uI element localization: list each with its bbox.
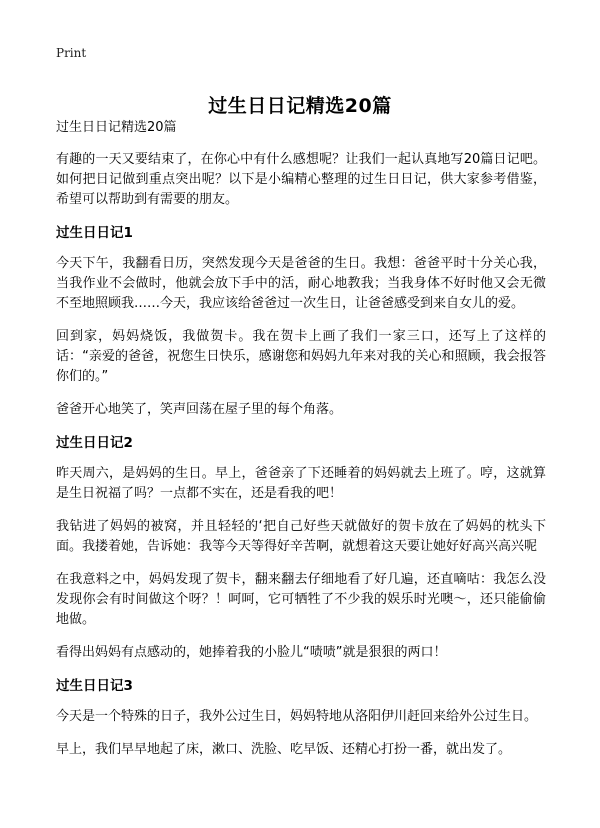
section-heading: 过生日日记1 (56, 225, 133, 241)
paragraph: 早上，我们早早地起了床，漱口、洗脸、吃早饭、还精心打扮一番，就出发了。 (56, 742, 512, 757)
paragraph: 回到家，妈妈烧饭，我做贺卡。我在贺卡上画了我们一家三口，还写上了这样的话：“亲爱的爸爸，祝您生日快乐，感谢您和妈妈九年来对我的关心和照顾，我会报答你们的。” (56, 329, 546, 384)
intro-paragraph: 有趣的一天又要结束了，在你心中有什么感想呢？让我们一起认真地写20篇日记吧。如何把日记做到重点突出呢？以下是小编精心整理的过生日日记，供大家参考借鉴，希望可以帮助到有需要的朋友。 (56, 152, 546, 207)
paragraph: 在我意料之中，妈妈发现了贺卡，翻来翻去仔细地看了好几遍，还直嘀咕：我怎么没发现你会有时间做这个呀？！呵呵，它可牺牲了不少我的娱乐时光噢～，还只能偷偷地做。 (56, 572, 546, 627)
paragraph: 看得出妈妈有点感动的，她捧着我的小脸儿“啧啧”就是狠狠的两口！ (56, 645, 447, 660)
diary-section-1 (56, 223, 546, 420)
print-link[interactable]: Print (56, 46, 87, 60)
paragraph: 今天下午，我翻看日历，突然发现今天是爸爸的生日。我想：爸爸平时十分关心我，当我作业不会做时，他就会放下手中的活，耐心地教我；当我身体不好时他又会无微不至地照顾我……今天，我应该给爸爸过一次生日，让爸爸感受到来自女儿的爱。 (56, 256, 546, 311)
section-heading: 过生日日记3 (56, 678, 133, 694)
diary-section-3 (56, 676, 546, 760)
page-title: 过生日日记精选20篇 (208, 94, 392, 117)
diary-section-2 (56, 433, 546, 663)
paragraph: 爸爸开心地笑了，笑声回荡在屋子里的每个角落。 (56, 402, 343, 417)
paragraph: 今天是一个特殊的日子，我外公过生日，妈妈特地从洛阳伊川赶回来给外公过生日。 (56, 709, 538, 724)
paragraph: 昨天周六，是妈妈的生日。早上，爸爸亲了下还睡着的妈妈就去上班了。哼，这就算是生日祝福了吗？一点都不实在，还是看我的吧！ (56, 466, 546, 501)
article-body (56, 118, 546, 773)
section-heading: 过生日日记2 (56, 435, 133, 451)
subtitle: 过生日日记精选20篇 (56, 120, 177, 135)
paragraph: 我钻进了妈妈的被窝，并且轻轻的‘把自己好些天就做好的贺卡放在了妈妈的枕头下面。我搂着她，告诉她：我等今天等得好辛苦啊，就想着这天要让她好好高兴高兴呢 (56, 519, 546, 554)
